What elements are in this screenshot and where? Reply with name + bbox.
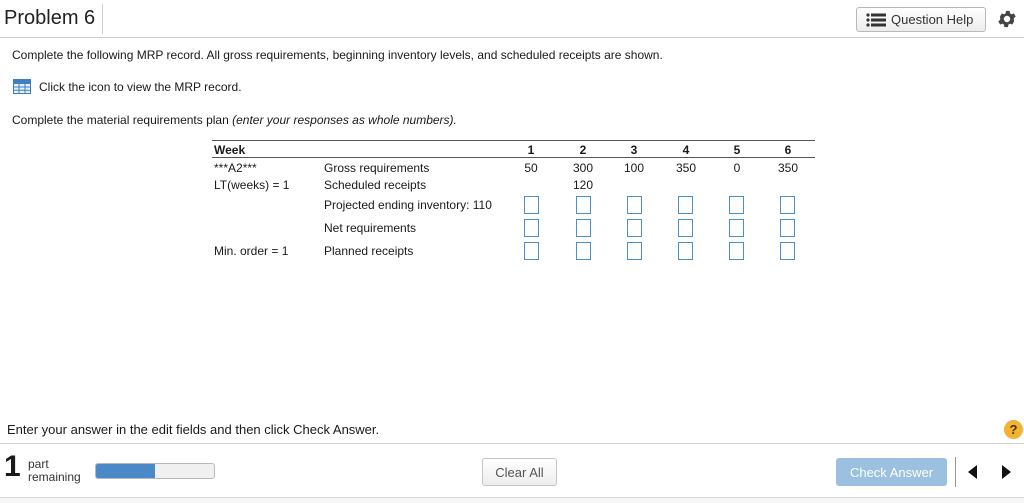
parts-remaining-label: [28, 458, 81, 484]
complete-plan-note: (enter your responses as whole numbers).: [232, 113, 457, 127]
week-5-header: 5: [733, 143, 741, 157]
planned-receipts-input-week-5[interactable]: [729, 242, 744, 260]
planned-receipts-input-week-3[interactable]: [627, 242, 642, 260]
title-divider: [102, 4, 103, 34]
gross-requirements-value: 350: [777, 161, 799, 175]
previous-arrow-icon[interactable]: [965, 463, 981, 481]
gross-requirements-value: 50: [524, 161, 538, 175]
table-grid-icon[interactable]: [13, 79, 31, 94]
table-top-rule: [212, 140, 815, 141]
week-header: Week: [214, 143, 246, 157]
progress-bar: [95, 463, 215, 479]
projected-inventory-input-week-6[interactable]: [780, 196, 795, 214]
footer-divider: [0, 443, 1024, 444]
planned-receipts-label: Planned receipts: [324, 244, 414, 258]
part-label-line1: part: [28, 457, 49, 471]
list-icon: [866, 13, 886, 27]
gross-requirements-value: 0: [733, 161, 741, 175]
answer-instruction: Enter your answer in the edit fields and then click Check Answer.: [7, 422, 380, 437]
lead-time-label: LT(weeks) = 1: [214, 178, 290, 192]
gear-icon[interactable]: [996, 8, 1018, 30]
min-order-label: Min. order = 1: [214, 244, 289, 258]
question-help-button[interactable]: [856, 7, 986, 32]
header-bar: [0, 0, 1024, 38]
projected-inventory-input-week-1[interactable]: [524, 196, 539, 214]
table-header-rule: [212, 157, 815, 158]
projected-inventory-label: Projected ending inventory: 110: [324, 198, 492, 212]
item-label: ***A2***: [214, 161, 257, 175]
gross-requirements-value: 100: [623, 161, 645, 175]
clear-all-button[interactable]: Clear All: [482, 458, 557, 486]
bottom-strip: [0, 497, 1024, 503]
page-title: Problem 6: [4, 7, 96, 29]
week-4-header: 4: [682, 143, 690, 157]
check-answer-button[interactable]: Check Answer: [836, 458, 947, 486]
scheduled-receipts-label: Scheduled receipts: [324, 178, 427, 192]
net-requirements-input-week-3[interactable]: [627, 219, 642, 237]
question-help-label: Question Help: [891, 12, 974, 27]
view-record-line: [13, 79, 242, 94]
help-icon[interactable]: ?: [1004, 420, 1023, 439]
planned-receipts-input-week-6[interactable]: [780, 242, 795, 260]
planned-receipts-input-week-2[interactable]: [576, 242, 591, 260]
part-label-line2: remaining: [28, 470, 81, 484]
next-arrow-icon[interactable]: [998, 463, 1014, 481]
nav-divider: [955, 457, 956, 487]
net-requirements-input-week-4[interactable]: [678, 219, 693, 237]
net-requirements-input-week-6[interactable]: [780, 219, 795, 237]
complete-plan-prefix: Complete the material requirements plan: [12, 113, 233, 127]
week-1-header: 1: [527, 143, 535, 157]
net-requirements-input-week-5[interactable]: [729, 219, 744, 237]
progress-fill: [96, 464, 155, 478]
net-requirements-input-week-1[interactable]: [524, 219, 539, 237]
week-6-header: 6: [784, 143, 792, 157]
net-requirements-input-week-2[interactable]: [576, 219, 591, 237]
net-requirements-label: Net requirements: [324, 221, 417, 235]
scheduled-receipts-value: 120: [572, 178, 594, 192]
projected-inventory-input-week-3[interactable]: [627, 196, 642, 214]
projected-inventory-input-week-5[interactable]: [729, 196, 744, 214]
gross-requirements-value: 300: [572, 161, 594, 175]
projected-inventory-input-week-2[interactable]: [576, 196, 591, 214]
view-record-text: Click the icon to view the MRP record.: [39, 79, 242, 94]
parts-remaining-count: 1: [4, 450, 21, 483]
instruction-text: Complete the following MRP record. All gross requirements, beginning inventory levels, and scheduled receipts are shown.: [12, 48, 663, 62]
planned-receipts-input-week-1[interactable]: [524, 242, 539, 260]
week-3-header: 3: [630, 143, 638, 157]
projected-inventory-input-week-4[interactable]: [678, 196, 693, 214]
gross-requirements-label: Gross requirements: [324, 161, 430, 175]
gross-requirements-value: 350: [675, 161, 697, 175]
complete-plan-text: [12, 113, 457, 127]
planned-receipts-input-week-4[interactable]: [678, 242, 693, 260]
week-2-header: 2: [579, 143, 587, 157]
